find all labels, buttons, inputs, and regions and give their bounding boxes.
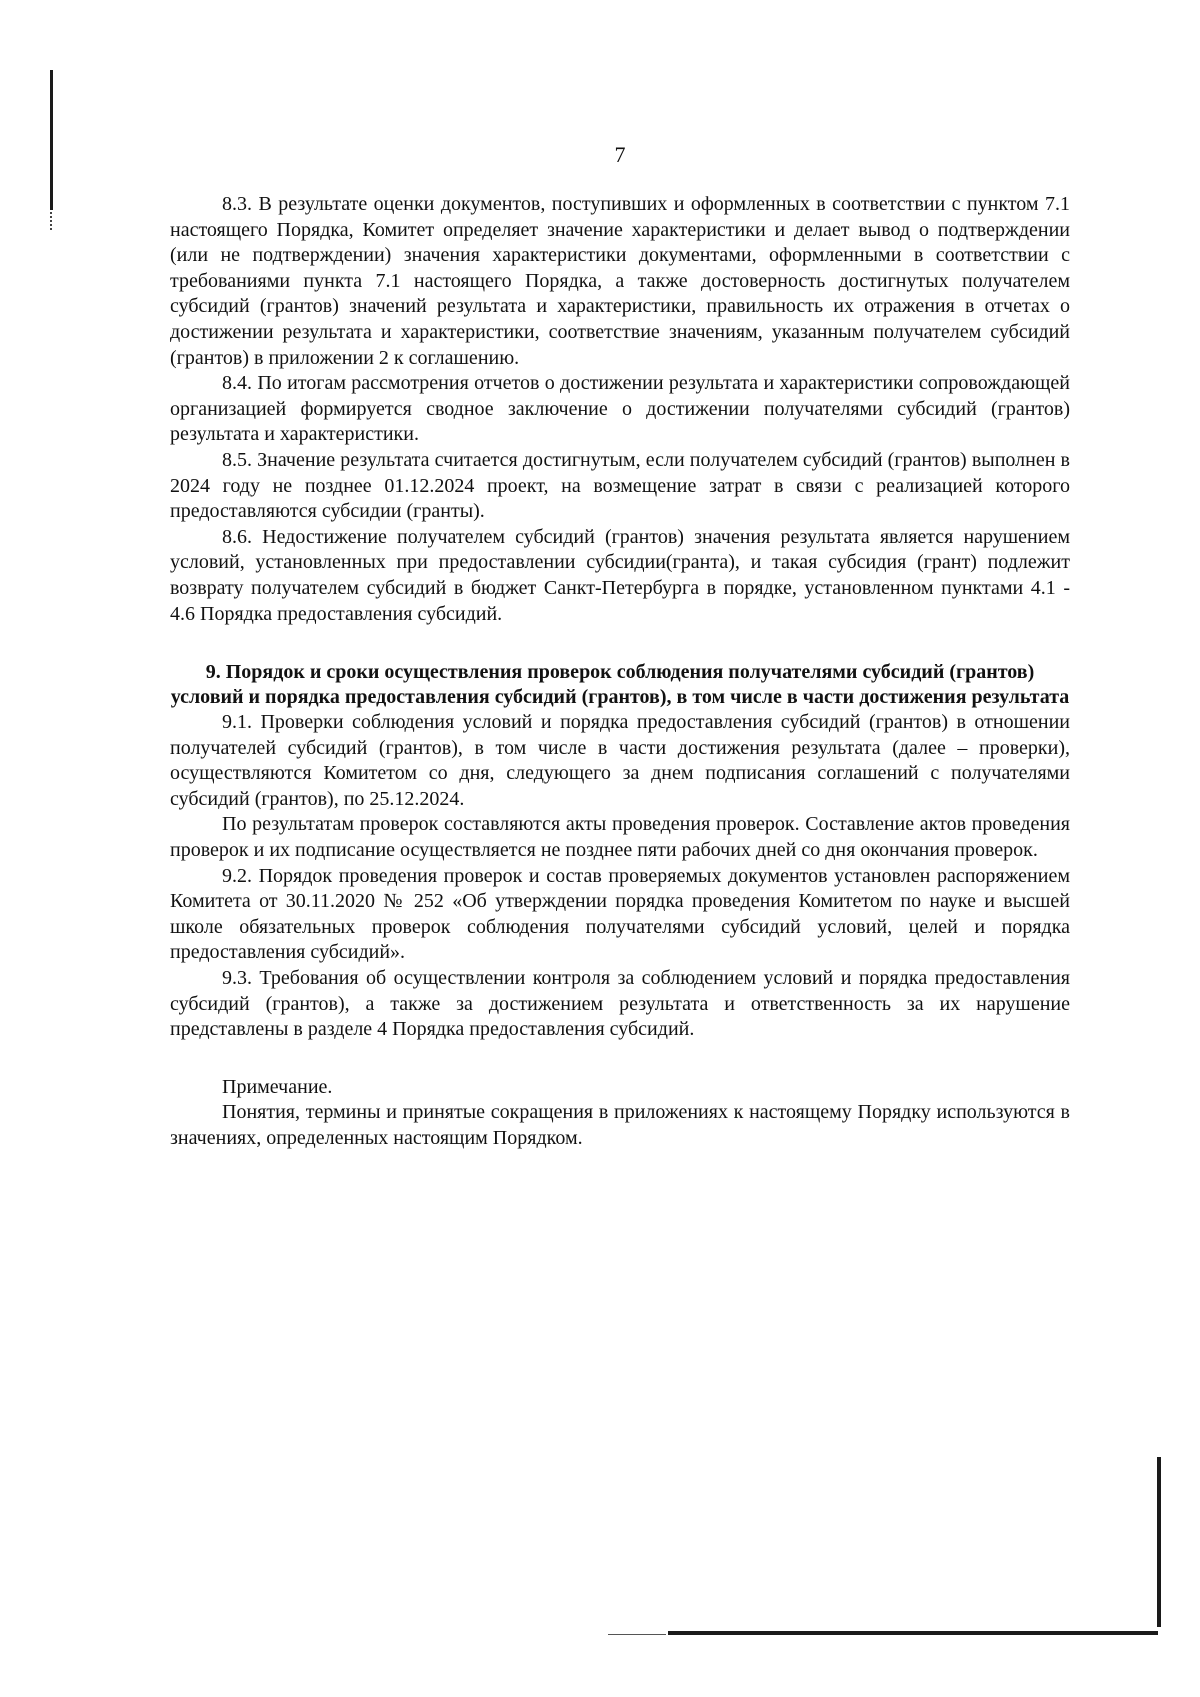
scan-bottom-rule (668, 1631, 1158, 1635)
paragraph-9-3: 9.3. Требования об осуществлении контроля за соблюдением условий и порядка предоставления субсидий (грантов), а также за достижением результата и ответственность за их нарушение представлены в разделе 4 Порядка предоставления субсидий. (170, 967, 1070, 1041)
note-label: Примечание. (222, 1075, 333, 1098)
note-text: Понятия, термины и принятые сокращения в приложениях к настоящему Порядку используются в значениях, определенных настоящим Порядком. (170, 1101, 1070, 1149)
paragraph-9-1: 9.1. Проверки соблюдения условий и порядка предоставления субсидий (грантов) в отношении получателей субсидий (грантов), в том числе в части достижения результата (далее – проверки), осуществляются Комитетом со дня, следующего за днем подписания соглашений с получателями субсидий (грантов), по 25.12.2024. (170, 711, 1070, 810)
paragraph-8-6: 8.6. Недостижение получателем субсидий (грантов) значения результата является нарушением условий, установленных при предоставлении субсидии(гранта), и такая субсидия (грант) подлежит возврату получателем субсидий в бюджет Санкт-Петербурга в порядке, установленном пунктами 4.1 - 4.6 Порядка предоставления субсидий. (170, 525, 1070, 625)
scan-edge-dots-left (50, 212, 54, 230)
document-body (170, 192, 1070, 1152)
paragraph-9-2: 9.2. Порядок проведения проверок и состав проверяемых документов установлен распоряжением Комитета от 30.11.2020 № 252 «Об утверждении порядка проведения Комитетом по науке и высшей школе обязательных проверок соблюдения получателями субсидий условий, целей и порядка предоставления субсидий». (170, 864, 1070, 964)
paragraph-8-4: 8.4. По итогам рассмотрения отчетов о достижении результата и характеристики сопровождающей организацией формируется сводное заключение о достижении получателями субсидий (грантов) результата и характеристики. (170, 372, 1070, 446)
page-number: 7 (614, 142, 626, 167)
scan-edge-mark-left (50, 70, 53, 210)
paragraph-9-1-acts: По результатам проверок составляются акты проведения проверок. Составление актов проведения проверок и их подписание осуществляется не позднее пяти рабочих дней со дня окончания проверок. (170, 813, 1070, 862)
paragraph-8-5: 8.5. Значение результата считается достигнутым, если получателем субсидий (грантов) выполнен в 2024 году не позднее 01.12.2024 проект, на возмещение затрат в связи с реализацией которого предоставляются субсидии (гранты). (170, 448, 1070, 523)
scan-bottom-rule-thin (608, 1634, 666, 1635)
paragraph-8-3: 8.3. В результате оценки документов, поступивших и оформленных в соответствии с пунктом 7.1 настоящего Порядка, Комитет определяет значение характеристики и делает вывод о подтверждении (или не подтверждении) значения характеристики документами, оформленными в соответствии с требованиями пункта 7.1 настоящего Порядка, а также достоверность достигнутых получателем субсидий (грантов) значений результата и характеристики, правильность их отражения в отчетах о достижении результата и характеристики, соответствие значениям, указанным получателем субсидий (грантов) в приложении 2 к соглашению. (170, 193, 1070, 369)
section-9-heading: 9. Порядок и сроки осуществления проверок соблюдения получателями субсидий (грантов) условий и порядка предоставления субсидий (грантов), в том числе в части достижения результата (170, 661, 1070, 709)
scan-edge-mark-right (1157, 1457, 1161, 1627)
